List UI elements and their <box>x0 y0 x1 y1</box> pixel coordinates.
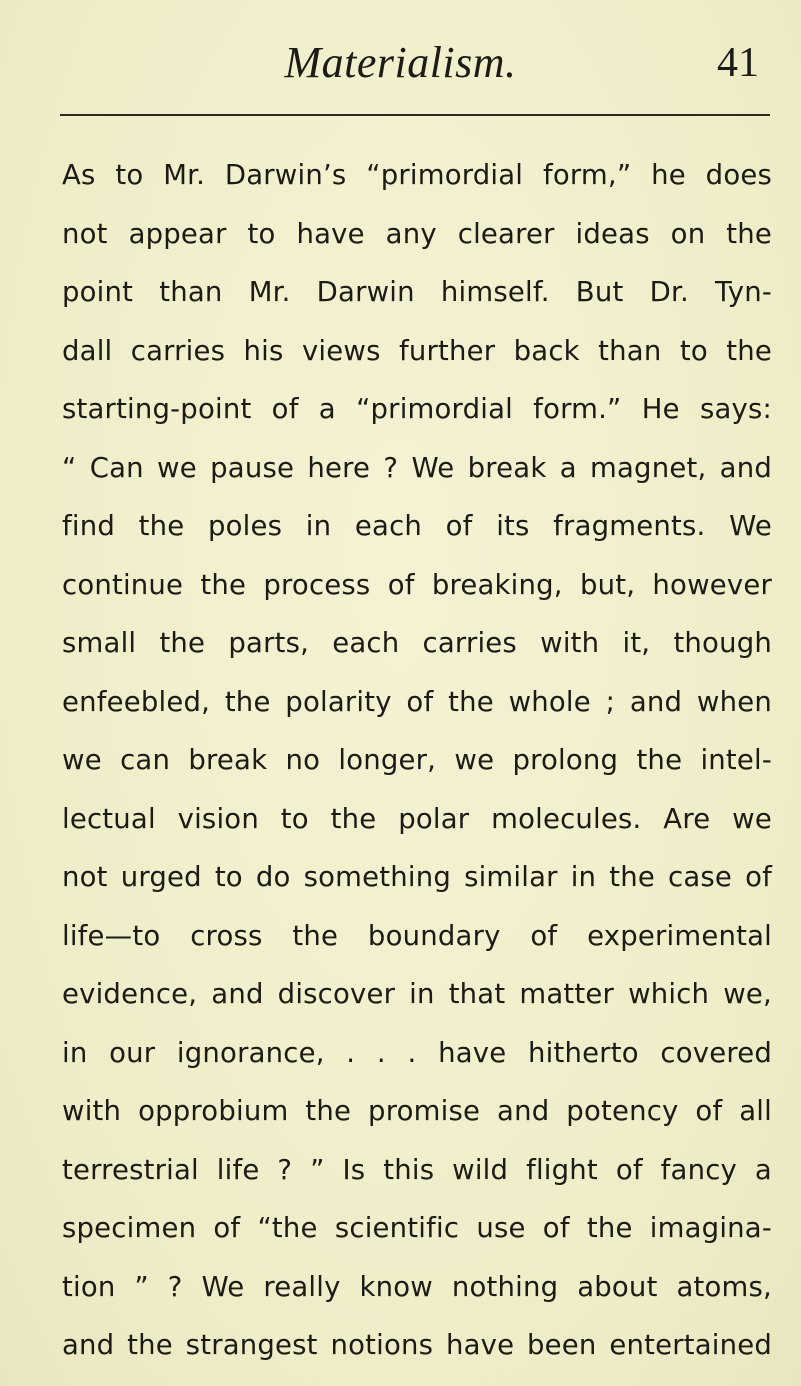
text-line: As to Mr. Darwin’s “primordial form,” he does <box>62 159 772 191</box>
text-line: specimen of “the scientific use of the imagina- <box>62 1212 772 1244</box>
text-line: life—to cross the boundary of experimental <box>62 919 772 952</box>
running-title: Materialism. <box>284 38 517 87</box>
text-line: find the poles in each of its fragments. We <box>62 510 772 542</box>
body-text <box>62 146 772 1375</box>
text-line: and the strangest notions have been entertained <box>62 1329 772 1361</box>
text-line: in our ignorance, . . . have hitherto covered <box>62 1036 772 1069</box>
text-line: with opprobium the promise and potency of all <box>62 1095 772 1127</box>
text-line: enfeebled, the polarity of the whole ; and when <box>62 685 772 718</box>
header-rule <box>60 114 770 116</box>
text-line: evidence, and discover in that matter which we, <box>62 978 772 1010</box>
text-line: “ Can we pause here ? We break a magnet, and <box>62 451 772 484</box>
text-line: lectual vision to the polar molecules. Are we <box>62 802 772 835</box>
text-line: not urged to do something similar in the case of <box>62 861 772 893</box>
text-line: small the parts, each carries with it, though <box>62 627 772 659</box>
text-line: we can break no longer, we prolong the intel- <box>62 744 772 776</box>
text-line: terrestrial life ? ” Is this wild flight of fancy a <box>62 1153 772 1186</box>
text-line: starting-point of a “primordial form.” He says: <box>62 393 772 425</box>
text-line: not appear to have any clearer ideas on the <box>62 217 772 250</box>
running-head <box>0 38 801 98</box>
page-number: 41 <box>717 40 759 86</box>
text-line: tion ” ? We really know nothing about atoms, <box>62 1270 772 1303</box>
text-line: continue the process of breaking, but, however <box>62 568 772 601</box>
text-line: point than Mr. Darwin himself. But Dr. Tyn- <box>62 276 772 308</box>
text-line: dall carries his views further back than to the <box>62 334 772 367</box>
